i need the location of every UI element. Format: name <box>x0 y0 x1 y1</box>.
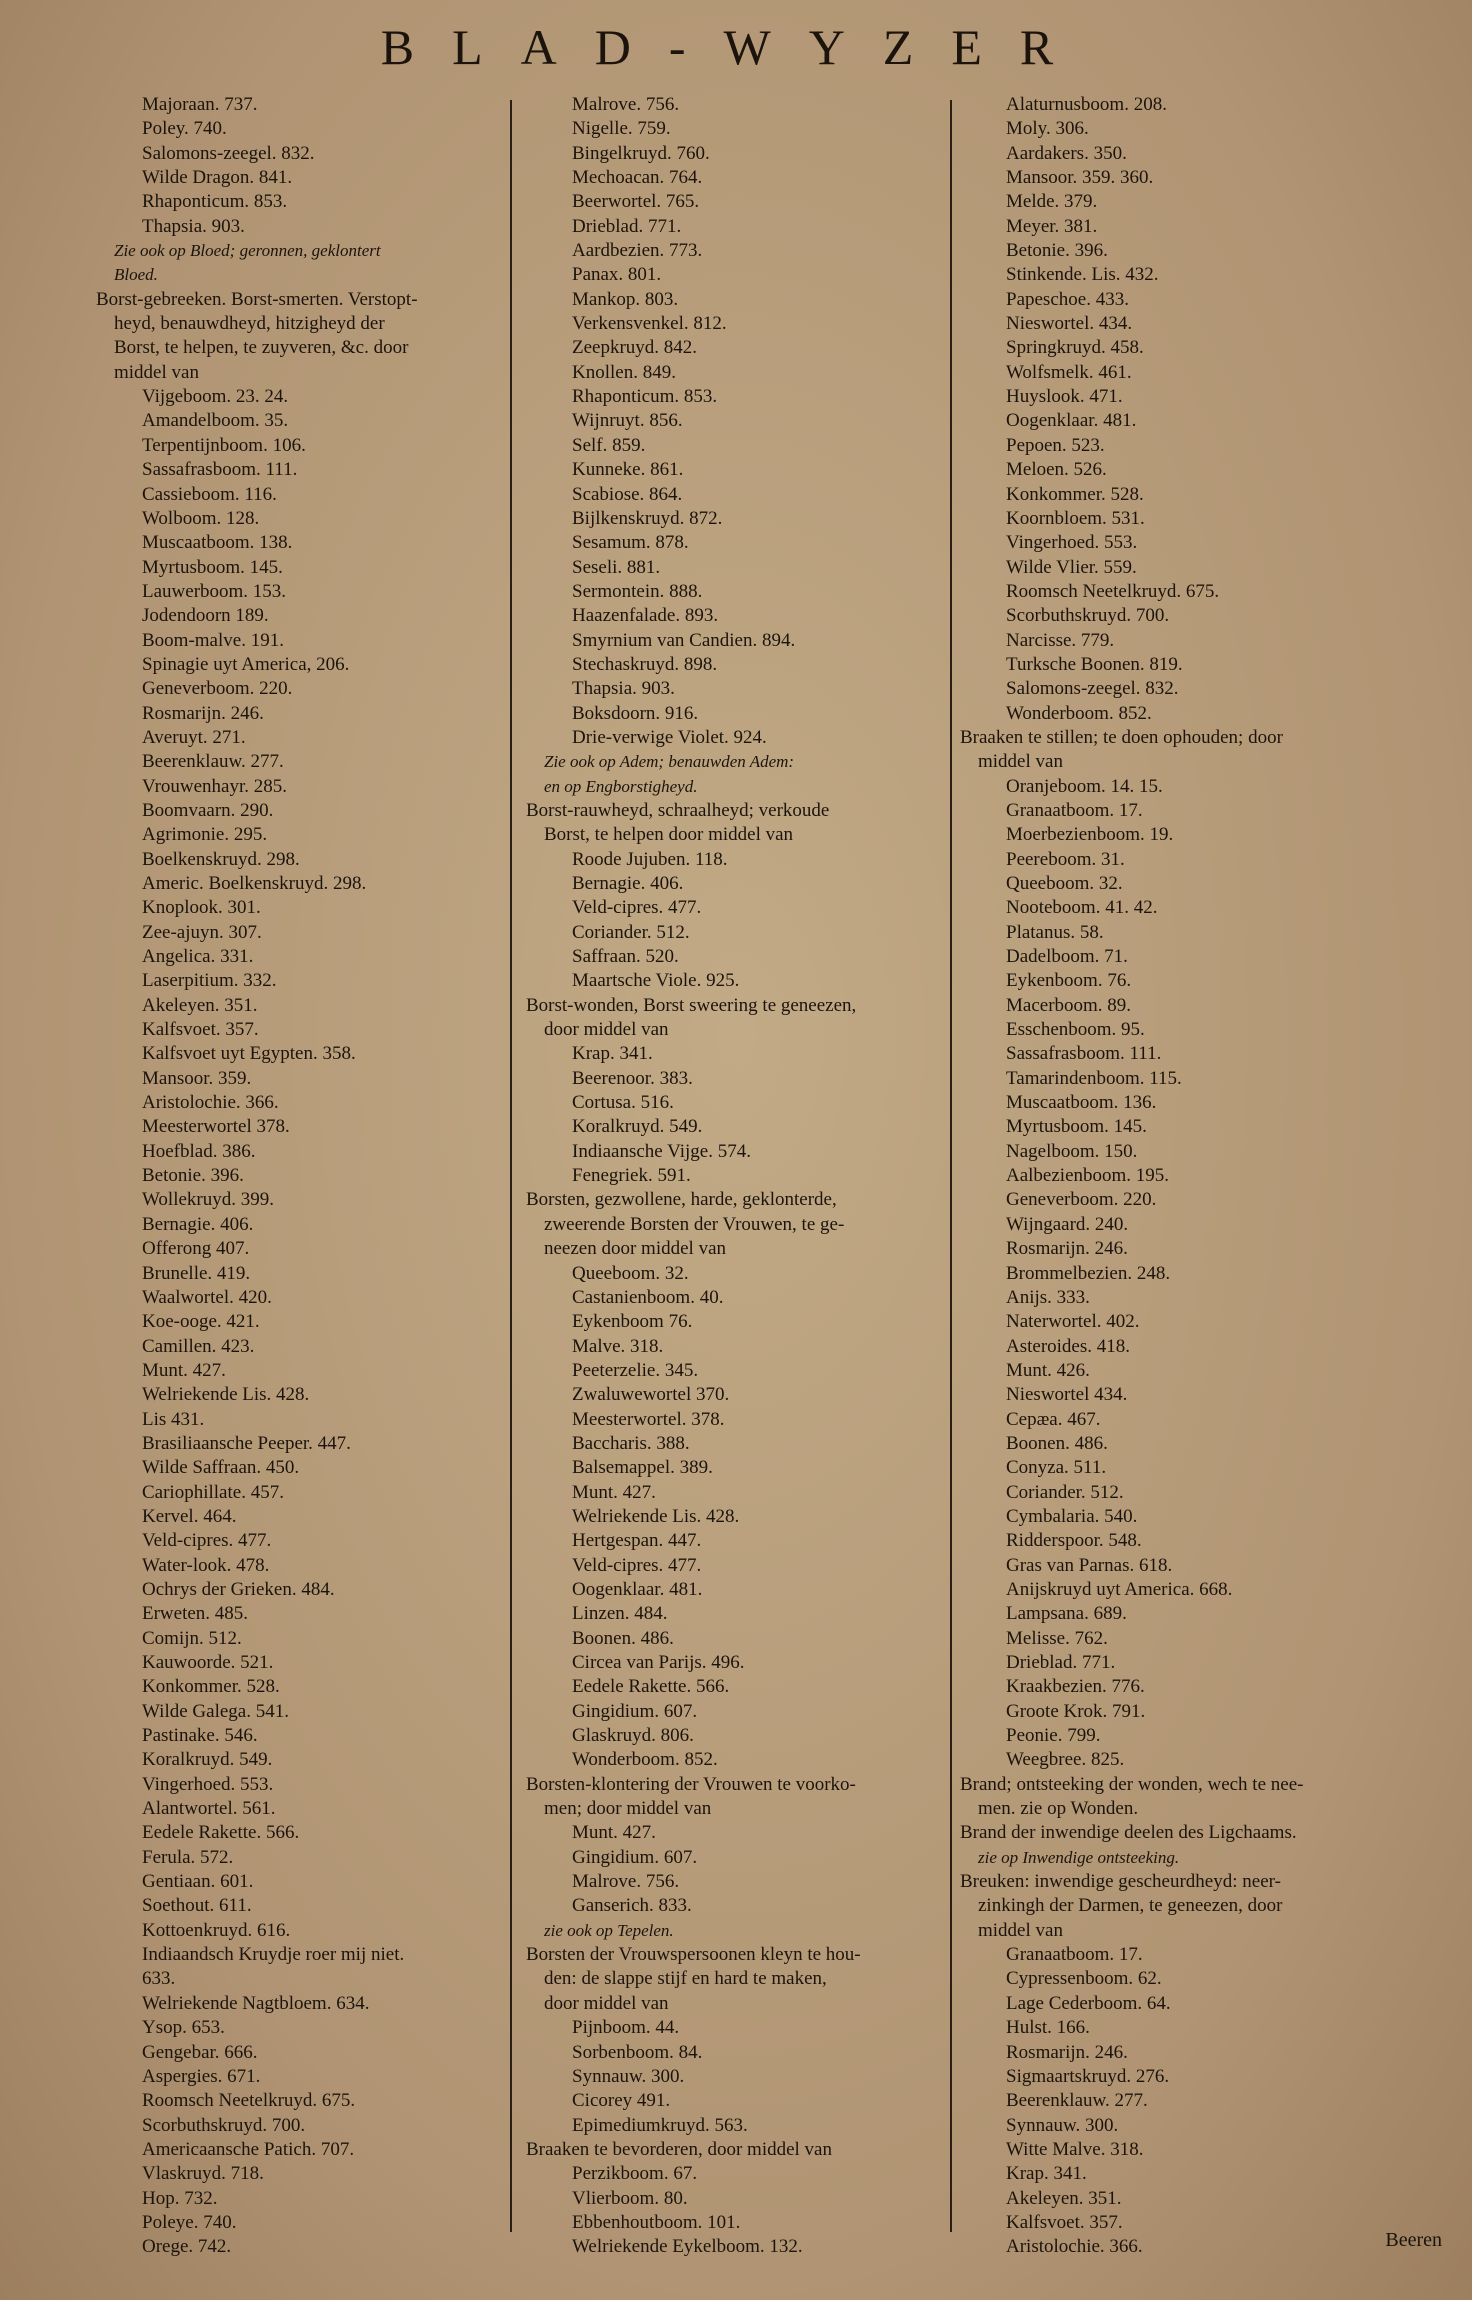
index-entry: Eedele Rakette. 566. <box>572 1676 730 1698</box>
column-rule-right <box>950 100 952 2232</box>
index-entry: neezen door middel van <box>544 1238 727 1260</box>
index-entry: Gingidium. 607. <box>572 1846 698 1868</box>
index-entry: Beerenklauw. 277. <box>1006 2090 1148 2112</box>
index-entry: Sermontein. 888. <box>572 580 703 602</box>
index-entry: Rhaponticum. 853. <box>572 386 718 408</box>
index-entry: Beerwortel. 765. <box>572 191 700 213</box>
index-entry: Roomsch Neetelkruyd. 675. <box>1006 580 1220 602</box>
index-entry: Aspergies. 671. <box>142 2065 261 2087</box>
index-entry: Vijgeboom. 23. 24. <box>142 386 289 408</box>
index-entry: Melisse. 762. <box>1006 1627 1108 1649</box>
index-entry: Anijs. 333. <box>1006 1286 1090 1308</box>
index-entry: Bijlkenskruyd. 872. <box>572 507 723 529</box>
index-entry: Aardakers. 350. <box>1006 142 1127 164</box>
index-entry: Nigelle. 759. <box>572 118 671 140</box>
index-entry: Aalbezienboom. 195. <box>1006 1165 1170 1187</box>
index-entry: Indiaandsch Kruydje roer mij niet. <box>142 1944 405 1966</box>
index-entry: Laserpitium. 332. <box>142 970 277 992</box>
index-entry: Springkruyd. 458. <box>1006 337 1144 359</box>
index-entry: Koralkruyd. 549. <box>572 1116 703 1138</box>
index-entry: Krap. 341. <box>1006 2163 1087 2185</box>
index-entry: Hulst. 166. <box>1006 2017 1090 2039</box>
index-entry: Drie-verwige Violet. 924. <box>572 726 767 748</box>
index-entry: Boomvaarn. 290. <box>142 799 274 821</box>
index-entry: Castanienboom. 40. <box>572 1286 724 1308</box>
index-entry: Brommelbezien. 248. <box>1006 1262 1171 1284</box>
index-entry: Gingidium. 607. <box>572 1700 698 1722</box>
index-entry: door middel van <box>544 1992 669 2014</box>
index-entry: zinkingh der Darmen, te geneezen, door <box>978 1895 1283 1917</box>
index-entry: Boksdoorn. 916. <box>572 702 699 724</box>
index-entry: Orege. 742. <box>142 2236 232 2258</box>
index-entry: Tamarindenboom. 115. <box>1006 1067 1182 1089</box>
cross-reference: Zie ook op Bloed; geronnen, geklontert <box>114 241 381 261</box>
index-entry: Queeboom. 32. <box>572 1262 689 1284</box>
index-entry: Munt. 426. <box>1006 1359 1090 1381</box>
index-entry: Rosmarijn. 246. <box>1006 1238 1128 1260</box>
index-entry: Zee-ajuyn. 307. <box>142 921 262 943</box>
cross-reference: Zie ook op Adem; benauwden Adem: <box>544 752 795 772</box>
index-entry: Comijn. 512. <box>142 1627 242 1649</box>
index-heading: Borst-gebreeken. Borst-smerten. Verstopt- <box>96 288 418 310</box>
index-entry: men. zie op Wonden. <box>978 1798 1139 1820</box>
index-entry: Veld-cipres. 477. <box>572 1554 702 1576</box>
index-entry: Vlaskruyd. 718. <box>142 2163 264 2185</box>
index-entry: Groote Krok. 791. <box>1006 1700 1146 1722</box>
index-entry: Hertgespan. 447. <box>572 1530 702 1552</box>
index-entry: Waalwortel. 420. <box>142 1286 272 1308</box>
index-entry: Americaansche Patich. 707. <box>142 2138 355 2160</box>
index-entry: Seseli. 881. <box>572 556 661 578</box>
index-entry: Saffraan. 520. <box>572 946 679 968</box>
index-entry: den: de slappe stijf en hard te maken, <box>544 1968 827 1990</box>
index-entry: Alantwortel. 561. <box>142 1798 276 1820</box>
index-entry: Cymbalaria. 540. <box>1006 1505 1138 1527</box>
index-entry: Lampsana. 689. <box>1006 1603 1127 1625</box>
index-entry: Averuyt. 271. <box>142 726 246 748</box>
index-entry: Ysop. 653. <box>142 2017 225 2039</box>
index-entry: Rosmarijn. 246. <box>1006 2041 1128 2063</box>
index-heading: Borsten-klontering der Vrouwen te voorko- <box>526 1773 856 1795</box>
index-entry: Akeleyen. 351. <box>142 994 258 1016</box>
index-entry: Eykenboom 76. <box>572 1311 693 1333</box>
index-entry: Mansoor. 359. <box>142 1067 252 1089</box>
index-entry: men; door middel van <box>544 1798 712 1820</box>
index-entry: Wijngaard. 240. <box>1006 1213 1129 1235</box>
index-entry: Koe-ooge. 421. <box>142 1311 260 1333</box>
index-entry: Cortusa. 516. <box>572 1092 674 1114</box>
index-entry: middel van <box>114 361 199 383</box>
index-entry: Sassafrasboom. 111. <box>1006 1043 1162 1065</box>
index-entry: Koralkruyd. 549. <box>142 1749 273 1771</box>
index-entry: Epimediumkruyd. 563. <box>572 2114 748 2136</box>
index-entry: Meyer. 381. <box>1006 215 1098 237</box>
index-entry: Wolfsmelk. 461. <box>1006 361 1132 383</box>
index-entry: Boom-malve. 191. <box>142 629 284 651</box>
index-entry: Vingerhoed. 553. <box>142 1773 274 1795</box>
index-entry: Kervel. 464. <box>142 1505 237 1527</box>
index-entry: Ebbenhoutboom. 101. <box>572 2211 741 2233</box>
index-entry: Nagelboom. 150. <box>1006 1140 1138 1162</box>
index-entry: Akeleyen. 351. <box>1006 2187 1122 2209</box>
index-entry: Nieswortel. 434. <box>1006 313 1133 335</box>
index-entry: Angelica. 331. <box>142 946 254 968</box>
index-heading: Breuken: inwendige gescheurdheyd: neer- <box>960 1871 1281 1893</box>
index-entry: Jodendoorn 189. <box>142 605 269 627</box>
index-entry: Cepæa. 467. <box>1006 1408 1101 1430</box>
index-entry: Zwaluwewortel 370. <box>572 1384 730 1406</box>
index-entry: Munt. 427. <box>142 1359 226 1381</box>
index-entry: Sigmaartskruyd. 276. <box>1006 2065 1170 2087</box>
index-entry: Camillen. 423. <box>142 1335 255 1357</box>
index-entry: Veld-cipres. 477. <box>142 1530 272 1552</box>
index-entry: Witte Malve. 318. <box>1006 2138 1144 2160</box>
cross-reference: en op Engborstigheyd. <box>544 776 698 796</box>
index-entry: Self. 859. <box>572 434 646 456</box>
index-entry: Gengebar. 666. <box>142 2041 258 2063</box>
index-entry: Stinkende. Lis. 432. <box>1006 264 1159 286</box>
index-entry: Veld-cipres. 477. <box>572 897 702 919</box>
index-entry: Sorbenboom. 84. <box>572 2041 703 2063</box>
index-entry: Papeschoe. 433. <box>1006 288 1129 310</box>
index-entry: heyd, benauwdheyd, hitzigheyd der <box>114 313 385 335</box>
index-entry: Anijskruyd uyt America. 668. <box>1006 1578 1233 1600</box>
index-entry: Eedele Rakette. 566. <box>142 1822 300 1844</box>
index-entry: Aardbezien. 773. <box>572 240 703 262</box>
index-entry: Gras van Parnas. 618. <box>1006 1554 1173 1576</box>
index-entry: Betonie. 396. <box>142 1165 244 1187</box>
index-entry: Thapsia. 903. <box>142 215 245 237</box>
index-entry: Boonen. 486. <box>1006 1432 1108 1454</box>
index-heading: Borst-wonden, Borst sweering te geneezen, <box>526 994 857 1016</box>
index-entry: Hop. 732. <box>142 2187 218 2209</box>
index-entry: Synnauw. 300. <box>572 2065 685 2087</box>
index-entry: Synnauw. 300. <box>1006 2114 1119 2136</box>
catchword: Beeren <box>1385 2229 1442 2251</box>
cross-reference: zie ook op Tepelen. <box>544 1920 674 1940</box>
index-entry: Mansoor. 359. 360. <box>1006 167 1154 189</box>
index-entry: Salomons-zeegel. 832. <box>1006 678 1179 700</box>
index-entry: Baccharis. 388. <box>572 1432 690 1454</box>
index-entry: Aristolochie. 366. <box>142 1092 279 1114</box>
index-entry: Weegbree. 825. <box>1006 1749 1125 1771</box>
index-heading: Borsten der Vrouwspersoonen kleyn te hou- <box>526 1944 861 1966</box>
index-entry: Alaturnusboom. 208. <box>1006 94 1167 115</box>
index-entry: Nooteboom. 41. 42. <box>1006 897 1158 919</box>
index-entry: Knoplook. 301. <box>142 897 261 919</box>
index-entry: Kalfsvoet uyt Egypten. 358. <box>142 1043 356 1065</box>
index-entry: Water-look. 478. <box>142 1554 270 1576</box>
index-entry: Bernagie. 406. <box>572 873 684 894</box>
index-entry: Welriekende Nagtbloem. 634. <box>142 1992 370 2014</box>
index-entry: Malrove. 756. <box>572 94 680 115</box>
index-entry: Beerenklauw. 277. <box>142 751 284 773</box>
index-entry: Peereboom. 31. <box>1006 848 1125 870</box>
index-entry: Poleye. 740. <box>142 2211 237 2233</box>
index-entry: Borst, te helpen, te zuyveren, &c. door <box>114 337 409 359</box>
index-heading: Brand; ontsteeking der wonden, wech te nee- <box>960 1773 1304 1795</box>
index-entry: Perzikboom. 67. <box>572 2163 698 2185</box>
index-entry: Soethout. 611. <box>142 1895 252 1917</box>
index-entry: Ridderspoor. 548. <box>1006 1530 1142 1552</box>
index-entry: Welriekende Eykelboom. 132. <box>572 2236 803 2258</box>
index-entry: Drieblad. 771. <box>1006 1652 1116 1673</box>
index-entry: Wilde Saffraan. 450. <box>142 1457 300 1479</box>
index-entry: Linzen. 484. <box>572 1603 668 1625</box>
index-entry: Krap. 341. <box>572 1043 653 1065</box>
index-entry: Wolboom. 128. <box>142 507 260 529</box>
index-entry: Platanus. 58. <box>1006 921 1104 943</box>
index-entry: Eykenboom. 76. <box>1006 970 1132 992</box>
index-entry: Meloen. 526. <box>1006 459 1107 481</box>
index-entry: Muscaatboom. 138. <box>142 532 293 554</box>
index-entry: Macerboom. 89. <box>1006 994 1132 1016</box>
index-column-3 <box>960 93 1380 2260</box>
index-column-1 <box>96 93 506 2260</box>
index-entry: Meesterwortel 378. <box>142 1116 290 1138</box>
index-entry: middel van <box>978 751 1063 773</box>
index-entry: Mankop. 803. <box>572 288 679 310</box>
index-entry: Zeepkruyd. 842. <box>572 337 698 359</box>
index-entry: Scorbuthskruyd. 700. <box>142 2114 306 2136</box>
index-entry: Munt. 427. <box>572 1481 656 1503</box>
index-entry: Salomons-zeegel. 832. <box>142 142 315 164</box>
index-entry: Vlierboom. 80. <box>572 2187 688 2209</box>
index-entry: Bingelkruyd. 760. <box>572 142 710 164</box>
index-entry: Munt. 427. <box>572 1822 656 1844</box>
index-entry: Wilde Dragon. 841. <box>142 167 293 189</box>
index-entry: Mechoacan. 764. <box>572 167 703 189</box>
page-title: BLAD-WYZER <box>380 19 1092 75</box>
index-entry: Wilde Vlier. 559. <box>1006 556 1137 578</box>
index-entry: Kauwoorde. 521. <box>142 1652 274 1673</box>
index-entry: Borst, te helpen door middel van <box>544 824 794 846</box>
index-entry: Dadelboom. 71. <box>1006 946 1128 968</box>
index-entry: Huyslook. 471. <box>1006 386 1123 408</box>
index-heading: Braaken te stillen; te doen ophouden; door <box>960 726 1283 748</box>
index-entry: Kottoenkruyd. 616. <box>142 1919 291 1941</box>
index-entry: Moerbezienboom. 19. <box>1006 824 1174 846</box>
index-entry: Scorbuthskruyd. 700. <box>1006 605 1170 627</box>
index-entry: Cicorey 491. <box>572 2090 671 2112</box>
index-entry: Pastinake. 546. <box>142 1725 258 1747</box>
index-entry: Ferula. 572. <box>142 1846 234 1868</box>
index-entry: Welriekende Lis. 428. <box>572 1505 740 1527</box>
index-entry: Boonen. 486. <box>572 1627 674 1649</box>
index-entry: Geneverboom. 220. <box>1006 1189 1157 1211</box>
index-entry: Lis 431. <box>142 1408 205 1430</box>
index-entry: Smyrnium van Candien. 894. <box>572 629 796 651</box>
index-entry: Aristolochie. 366. <box>1006 2236 1143 2258</box>
index-entry: Nieswortel 434. <box>1006 1384 1128 1406</box>
index-entry: Knollen. 849. <box>572 361 676 383</box>
index-entry: Circea van Parijs. 496. <box>572 1652 745 1673</box>
index-entry: Kalfsvoet. 357. <box>142 1019 259 1041</box>
index-entry: Wilde Galega. 541. <box>142 1700 289 1722</box>
index-entry: Roomsch Neetelkruyd. 675. <box>142 2090 356 2112</box>
index-entry: Ganserich. 833. <box>572 1895 692 1917</box>
index-entry: Oranjeboom. 14. 15. <box>1006 775 1163 797</box>
index-heading: Borst-rauwheyd, schraalheyd; verkoude <box>526 799 830 821</box>
index-entry: Wollekruyd. 399. <box>142 1189 274 1211</box>
index-entry: Kraakbezien. 776. <box>1006 1676 1145 1698</box>
index-entry: Thapsia. 903. <box>572 678 675 700</box>
index-entry: Haazenfalade. 893. <box>572 605 719 627</box>
index-column-2 <box>526 93 946 2260</box>
index-entry: Wijnruyt. 856. <box>572 410 683 432</box>
index-heading: Brand der inwendige deelen des Ligchaams. <box>960 1822 1297 1844</box>
index-entry: Kunneke. 861. <box>572 459 684 481</box>
index-entry: Scabiose. 864. <box>572 483 683 505</box>
index-entry: Naterwortel. 402. <box>1006 1311 1140 1333</box>
index-entry: Melde. 379. <box>1006 191 1098 213</box>
index-entry: Meesterwortel. 378. <box>572 1408 725 1430</box>
index-entry: Glaskruyd. 806. <box>572 1725 694 1747</box>
index-entry: Konkommer. 528. <box>142 1676 280 1698</box>
index-entry: Coriander. 512. <box>572 921 690 943</box>
index-entry: Kalfsvoet. 357. <box>1006 2211 1123 2233</box>
index-entry: Bernagie. 406. <box>142 1213 254 1235</box>
index-entry: Muscaatboom. 136. <box>1006 1092 1157 1114</box>
index-entry: Esschenboom. 95. <box>1006 1019 1145 1041</box>
index-entry: Sassafrasboom. 111. <box>142 459 298 481</box>
index-entry: Geneverboom. 220. <box>142 678 293 700</box>
index-entry: Lage Cederboom. 64. <box>1006 1992 1171 2014</box>
index-entry: Myrtusboom. 145. <box>1006 1116 1147 1138</box>
index-entry: Konkommer. 528. <box>1006 483 1144 505</box>
index-entry: Wonderboom. 852. <box>572 1749 718 1771</box>
index-entry: Maartsche Viole. 925. <box>572 970 740 992</box>
column-rule-left <box>510 100 512 2232</box>
index-entry: Gentiaan. 601. <box>142 1871 254 1893</box>
index-entry: Granaatboom. 17. <box>1006 799 1143 821</box>
index-heading: Borsten, gezwollene, harde, geklonterde, <box>526 1189 837 1211</box>
index-entry: Beerenoor. 383. <box>572 1067 693 1089</box>
index-entry: Turksche Boonen. 819. <box>1006 653 1183 675</box>
index-entry: Queeboom. 32. <box>1006 873 1123 894</box>
index-entry: Balsemappel. 389. <box>572 1457 713 1479</box>
index-entry: Amandelboom. 35. <box>142 410 289 432</box>
index-entry: Cypressenboom. 62. <box>1006 1968 1162 1990</box>
index-entry: Erweten. 485. <box>142 1603 249 1625</box>
index-entry: Malve. 318. <box>572 1335 664 1357</box>
index-entry: Pepoen. 523. <box>1006 434 1105 456</box>
index-entry: Oogenklaar. 481. <box>1006 410 1137 432</box>
index-entry: Welriekende Lis. 428. <box>142 1384 310 1406</box>
index-entry: Drieblad. 771. <box>572 215 682 237</box>
index-entry: Spinagie uyt America, 206. <box>142 653 350 675</box>
index-entry: Peonie. 799. <box>1006 1725 1101 1747</box>
index-entry: Stechaskruyd. 898. <box>572 653 718 675</box>
index-entry: Betonie. 396. <box>1006 240 1108 262</box>
index-entry: Koornbloem. 531. <box>1006 507 1145 529</box>
cross-reference: zie op Inwendige ontsteeking. <box>978 1847 1180 1867</box>
index-entry: Terpentijnboom. 106. <box>142 434 306 456</box>
index-entry: Sesamum. 878. <box>572 532 689 554</box>
index-entry: Americ. Boelkenskruyd. 298. <box>142 873 367 894</box>
index-entry: Offerong 407. <box>142 1238 250 1260</box>
index-entry: Malrove. 756. <box>572 1871 680 1893</box>
index-entry: Boelkenskruyd. 298. <box>142 848 300 870</box>
index-entry: Indiaansche Vijge. 574. <box>572 1140 751 1162</box>
index-entry: Poley. 740. <box>142 118 227 140</box>
index-entry: Hoefblad. 386. <box>142 1140 256 1162</box>
index-entry: Granaatboom. 17. <box>1006 1944 1143 1966</box>
index-entry: Asteroides. 418. <box>1006 1335 1131 1357</box>
index-entry: Rhaponticum. 853. <box>142 191 288 213</box>
index-entry: Majoraan. 737. <box>142 94 258 115</box>
index-entry: Oogenklaar. 481. <box>572 1578 703 1600</box>
index-entry: middel van <box>978 1919 1063 1941</box>
index-entry: Panax. 801. <box>572 264 662 286</box>
index-entry: Pijnboom. 44. <box>572 2017 680 2039</box>
index-entry: Vingerhoed. 553. <box>1006 532 1138 554</box>
index-entry: Roode Jujuben. 118. <box>572 848 728 870</box>
index-entry: Brunelle. 419. <box>142 1262 251 1284</box>
index-entry: Wonderboom. 852. <box>1006 702 1152 724</box>
index-entry: Myrtusboom. 145. <box>142 556 283 578</box>
index-entry: Moly. 306. <box>1006 118 1089 140</box>
index-entry: Conyza. 511. <box>1006 1457 1107 1479</box>
index-entry: Brasiliaansche Peeper. 447. <box>142 1432 351 1454</box>
index-entry: Agrimonie. 295. <box>142 824 268 846</box>
index-entry: Peeterzelie. 345. <box>572 1359 699 1381</box>
index-heading: Braaken te bevorderen, door middel van <box>526 2138 832 2160</box>
index-entry: Cariophillate. 457. <box>142 1481 284 1503</box>
index-entry: 633. <box>142 1968 176 1990</box>
index-entry: Cassieboom. 116. <box>142 483 277 505</box>
index-entry: Narcisse. 779. <box>1006 629 1115 651</box>
index-entry: door middel van <box>544 1019 669 1041</box>
cross-reference: Bloed. <box>114 265 158 285</box>
index-entry: zweerende Borsten der Vrouwen, te ge- <box>544 1213 845 1235</box>
index-entry: Ochrys der Grieken. 484. <box>142 1578 335 1600</box>
index-entry: Rosmarijn. 246. <box>142 702 264 724</box>
index-entry: Coriander. 512. <box>1006 1481 1124 1503</box>
index-entry: Lauwerboom. 153. <box>142 580 287 602</box>
index-entry: Vrouwenhayr. 285. <box>142 775 288 797</box>
index-entry: Fenegriek. 591. <box>572 1165 691 1187</box>
index-entry: Verkensvenkel. 812. <box>572 313 727 335</box>
